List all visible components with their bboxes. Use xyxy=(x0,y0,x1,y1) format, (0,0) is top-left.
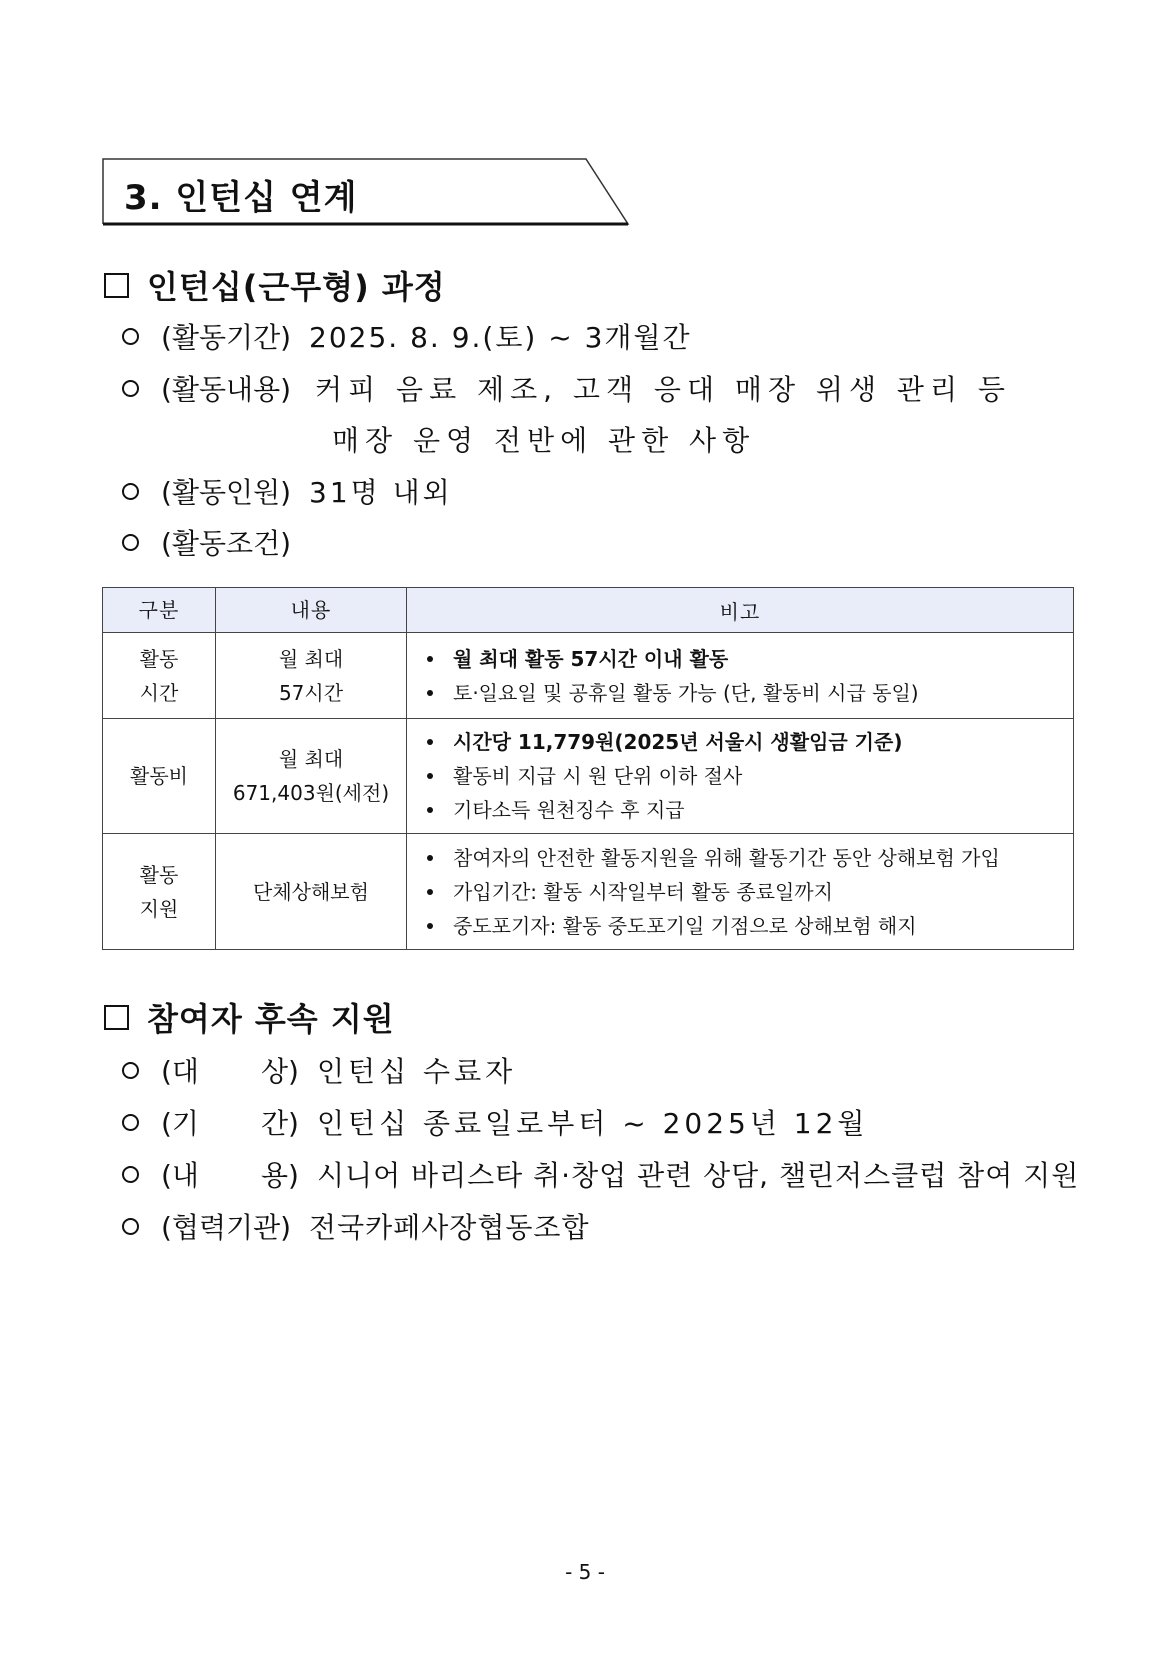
circle-bullet-icon xyxy=(122,1166,139,1183)
note-item: 가입기간: 활동 시작일부터 활동 종료일까지 xyxy=(421,875,1061,909)
item-label-right: 용) xyxy=(261,1159,299,1192)
table-cell-notes xyxy=(407,633,1074,719)
cell-line: 활동 xyxy=(139,646,179,671)
note-item: 활동비 지급 시 원 단위 이하 절사 xyxy=(421,759,1061,793)
note-item: 시간당 11,779원(2025년 서울시 생활임금 기준) xyxy=(421,725,1061,759)
table-cell-content xyxy=(216,834,407,950)
item-text: 인턴십 종료일로부터 ~ 2025년 12월 xyxy=(316,1107,869,1140)
table-row xyxy=(103,719,1074,834)
table-header: 내용 xyxy=(216,588,407,633)
circle-bullet-icon xyxy=(122,534,139,551)
table-cell-category xyxy=(103,633,216,719)
item-label-right: 상) xyxy=(261,1055,299,1088)
note-item: 월 최대 활동 57시간 이내 활동 xyxy=(421,642,1061,676)
item-label-left: (대 xyxy=(161,1055,199,1088)
item-label: (활동인원) xyxy=(161,476,292,509)
item-label-right: 간) xyxy=(261,1107,299,1140)
item-label: (활동내용) xyxy=(161,373,292,406)
internship-heading xyxy=(102,262,446,308)
page-number: - 5 - xyxy=(565,1560,605,1584)
table-cell-category xyxy=(103,719,216,834)
table-header-row xyxy=(103,588,1074,633)
item-text: 전국카페사장협동조합 xyxy=(309,1211,590,1244)
followup-heading-text: 참여자 후속 지원 xyxy=(147,1000,395,1038)
circle-bullet-icon xyxy=(122,1062,139,1079)
cell-line: 지원 xyxy=(139,896,179,921)
conditions-table xyxy=(102,587,1074,950)
section-heading-box xyxy=(102,158,630,226)
note-item: 토·일요일 및 공휴일 활동 가능 (단, 활동비 시급 동일) xyxy=(421,676,1061,710)
followup-item-content xyxy=(122,1154,1079,1194)
cell-line: 활동 xyxy=(139,862,179,887)
table-cell-content xyxy=(216,633,407,719)
table-cell-notes xyxy=(407,719,1074,834)
circle-bullet-icon xyxy=(122,483,139,500)
item-text: 31명 내외 xyxy=(309,476,453,509)
cell-line: 활동비 xyxy=(130,764,188,788)
item-label: (활동조건) xyxy=(161,527,292,560)
item-label-left: (내 xyxy=(161,1159,199,1192)
square-bullet-icon xyxy=(104,1005,129,1030)
cell-line: 단체상해보험 xyxy=(253,879,369,904)
table-cell-content xyxy=(216,719,407,834)
cell-line: 시간 xyxy=(139,680,179,705)
note-item: 중도포기자: 활동 중도포기일 기점으로 상해보험 해지 xyxy=(421,909,1061,943)
section-title: 3. 인턴십 연계 xyxy=(124,178,358,218)
note-item: 기타소득 원천징수 후 지급 xyxy=(421,793,1061,827)
table-header: 비고 xyxy=(407,588,1074,633)
followup-item-partner xyxy=(122,1206,590,1246)
table-header: 구분 xyxy=(103,588,216,633)
followup-item-target xyxy=(122,1050,516,1090)
cell-line: 월 최대 xyxy=(278,747,344,771)
internship-item-content-continuation: 매장 운영 전반에 관한 사항 xyxy=(332,424,756,457)
item-text: 2025. 8. 9.(토) ~ 3개월간 xyxy=(309,321,692,354)
circle-bullet-icon xyxy=(122,380,139,397)
internship-item-content xyxy=(122,368,1011,408)
internship-heading-text: 인턴십(근무형) 과정 xyxy=(147,268,446,306)
item-label: (협력기관) xyxy=(161,1211,292,1244)
circle-bullet-icon xyxy=(122,1114,139,1131)
item-text: 시니어 바리스타 취·창업 관련 상담, 챌린저스클럽 참여 지원 xyxy=(316,1159,1080,1192)
cell-line: 671,403원(세전) xyxy=(232,781,390,805)
note-item: 참여자의 안전한 활동지원을 위해 활동기간 동안 상해보험 가입 xyxy=(421,841,1061,875)
table-row xyxy=(103,633,1074,719)
followup-item-period xyxy=(122,1102,868,1142)
table-cell-notes xyxy=(407,834,1074,950)
followup-heading xyxy=(102,994,395,1040)
internship-item-period xyxy=(122,316,692,356)
item-label-left: (기 xyxy=(161,1107,199,1140)
internship-item-personnel xyxy=(122,471,453,511)
internship-item-conditions xyxy=(122,522,309,562)
table-cell-category xyxy=(103,834,216,950)
circle-bullet-icon xyxy=(122,1218,139,1235)
item-text: 커피 음료 제조, 고객 응대 매장 위생 관리 등 xyxy=(315,373,1011,406)
cell-line: 월 최대 xyxy=(278,646,344,671)
item-label: (활동기간) xyxy=(161,321,292,354)
circle-bullet-icon xyxy=(122,328,139,345)
table-row xyxy=(103,834,1074,950)
square-bullet-icon xyxy=(104,273,129,298)
cell-line: 57시간 xyxy=(278,680,344,705)
item-text: 인턴십 수료자 xyxy=(316,1055,517,1088)
